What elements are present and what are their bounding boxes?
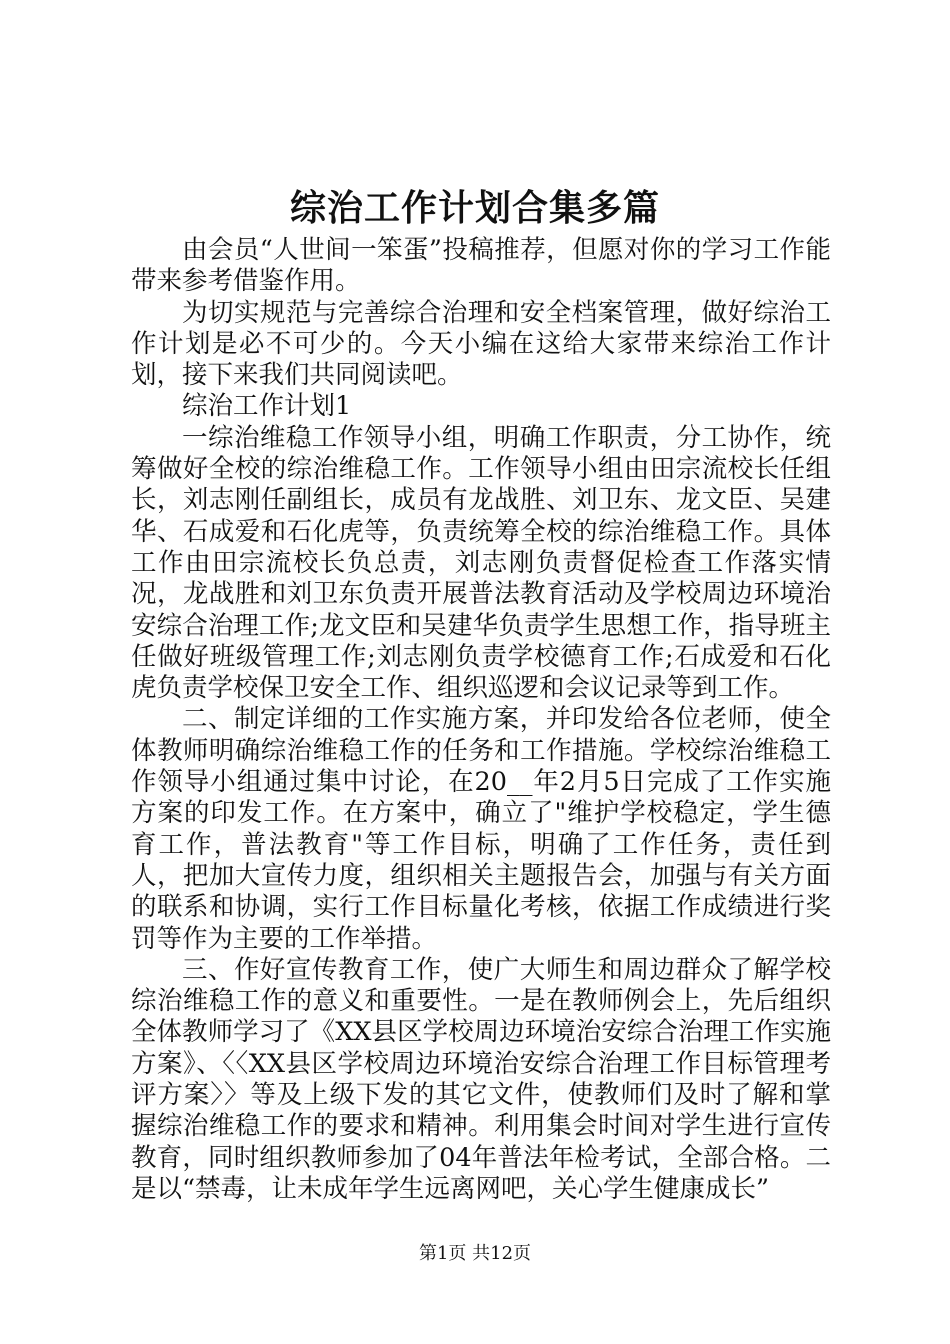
- document-body: [131, 235, 831, 1205]
- paragraph-item-3: 三、作好宣传教育工作，使广大师生和周边群众了解学校综治维稳工作的意义和重要性。一是在教师例会上，先后组织全体教师学习了《XX县区学校周边环境治安综合治理工作实施方案》、〈〈XX县区学校周边环境治安综合治理工作目标管理考评方案〉〉等及上级下发的其它文件，使教师们及时了解和掌握综治维稳工作的要求和精神。利用集会时间对学生进行宣传教育，同时组织教师参加了04年普法年检考试，全部合格。二是以“禁毒，让未成年学生远离网吧，关心学生健康成长”: [131, 954, 831, 1204]
- paragraph-item-1: 一综治维稳工作领导小组，明确工作职责，分工协作，统筹做好全校的综治维稳工作。工作领导小组由田宗流校长任组长，刘志刚任副组长，成员有龙战胜、刘卫东、龙文臣、吴建华、石成爱和石化虎等，负责统筹全校的综治维稳工作。具体工作由田宗流校长负总责，刘志刚负责督促检查工作落实情况，龙战胜和刘卫东负责开展普法教育活动及学校周边环境治安综合治理工作;龙文臣和吴建华负责学生思想工作，指导班主任做好班级管理工作;刘志刚负责学校德育工作;石成爱和石化虎负责学校保卫安全工作、组织巡逻和会议记录等到工作。: [131, 422, 831, 704]
- document-title: 综治工作计划合集多篇: [289, 187, 660, 229]
- paragraph-intro: 由会员“人世间一笨蛋”投稿推荐，但愿对你的学习工作能带来参考借鉴作用。: [131, 235, 831, 297]
- page-number: 第1页 共12页: [418, 1243, 532, 1264]
- section-heading: 综治工作计划1: [182, 391, 352, 422]
- paragraph-purpose: 为切实规范与完善综合治理和安全档案管理，做好综治工作计划是必不可少的。今天小编在这给大家带来综治工作计划，接下来我们共同阅读吧。: [131, 297, 831, 391]
- paragraph-item-2: 二、制定详细的工作实施方案，并印发给各位老师，使全体教师明确综治维稳工作的任务和工作措施。学校综治维稳工作领导小组通过集中讨论，在20__年2月5日完成了工作实施方案的印发工作。在方案中，确立了"维护学校稳定，学生德育工作，普法教育"等工作目标，明确了工作任务，责任到人，把加大宣传力度，组织相关主题报告会，加强与有关方面的联系和协调，实行工作目标量化考核，依据工作成绩进行奖罚等作为主要的工作举措。: [131, 704, 831, 954]
